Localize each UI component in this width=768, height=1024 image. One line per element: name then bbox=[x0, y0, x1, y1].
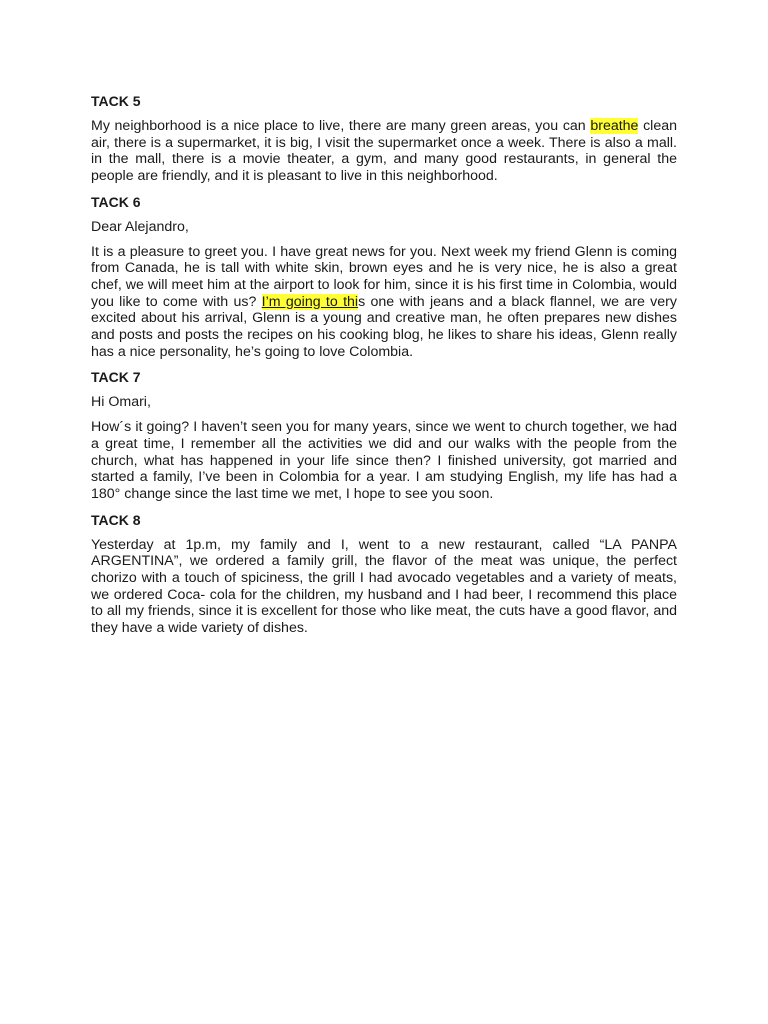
document-page bbox=[91, 92, 677, 645]
tack-7-heading: TACK 7 bbox=[91, 369, 141, 386]
tack-5-paragraph bbox=[91, 118, 677, 185]
tack-8-paragraph: Yesterday at 1p.m, my family and I, went to a new restaurant, called “LA PANPA ARGENTINA”, we ordered a family grill, the flavor of the meat was unique, the perfect chorizo with a touch of spiciness, the grill I had avocado vegetables and a variety of meats, we ordered Coca- cola for the children, my husband and I had beer, I recommend this place to all my friends, since it is excellent for those who like meat, the cuts have a good flavor, and they have a wide variety of dishes. bbox=[91, 536, 677, 637]
section-tack-8 bbox=[91, 511, 677, 637]
tack-5-text-end: clean air, there is a supermarket, it is big, I visit the supermarket once a week. There is also a mall. in the mall, there is a movie theater, a gym, and many good restaurants, in general the people are friendly, and it is pleasant to live in this neighborhood. bbox=[91, 118, 678, 185]
tack-6-greeting: Dear Alejandro, bbox=[91, 218, 189, 235]
tack-6-text-start: It is a pleasure to greet you. I have great news for you. Next week my friend Glenn is coming from Canada, he is tall with white skin, brown eyes and he is very nice, he is also a great chef, we will meet him at the airport to look for him, since it is his first time in Colombia, would you like to come with us? bbox=[91, 243, 677, 310]
tack-7-greeting: Hi Omari, bbox=[91, 394, 151, 411]
section-tack-5 bbox=[91, 92, 677, 185]
tack-5-highlight: breathe bbox=[590, 118, 639, 134]
tack-7-paragraph: How´s it going? I haven’t seen you for many years, since we went to church together, we had a great time, I remember all the activities we did and our walks with the people from the church, what has happened in your life since then? I finished university, got married and started a family, I’ve been in Colombia for a year. I am studying English, my life has had a 180° change since the last time we met, I hope to see you soon. bbox=[91, 419, 677, 502]
tack-5-heading: TACK 5 bbox=[91, 93, 141, 109]
tack-6-text-end: s one with jeans and a black flannel, we are very excited about his arrival, Glenn is a young and creative man, he often prepares new dishes and posts and posts the recipes on his cooking blog, he likes to share his ideas, Glenn really has a nice personality, he’s going to love Colombia. bbox=[91, 293, 677, 360]
tack-8-heading: TACK 8 bbox=[91, 511, 141, 528]
section-tack-6 bbox=[91, 193, 677, 361]
tack-6-paragraph bbox=[91, 244, 677, 361]
tack-6-highlight: I’m going to thi bbox=[261, 293, 359, 310]
tack-5-text-start: My neighborhood is a nice place to live, there are many green areas, you can bbox=[91, 118, 591, 134]
tack-6-heading: TACK 6 bbox=[91, 193, 141, 210]
section-tack-7 bbox=[91, 368, 677, 502]
